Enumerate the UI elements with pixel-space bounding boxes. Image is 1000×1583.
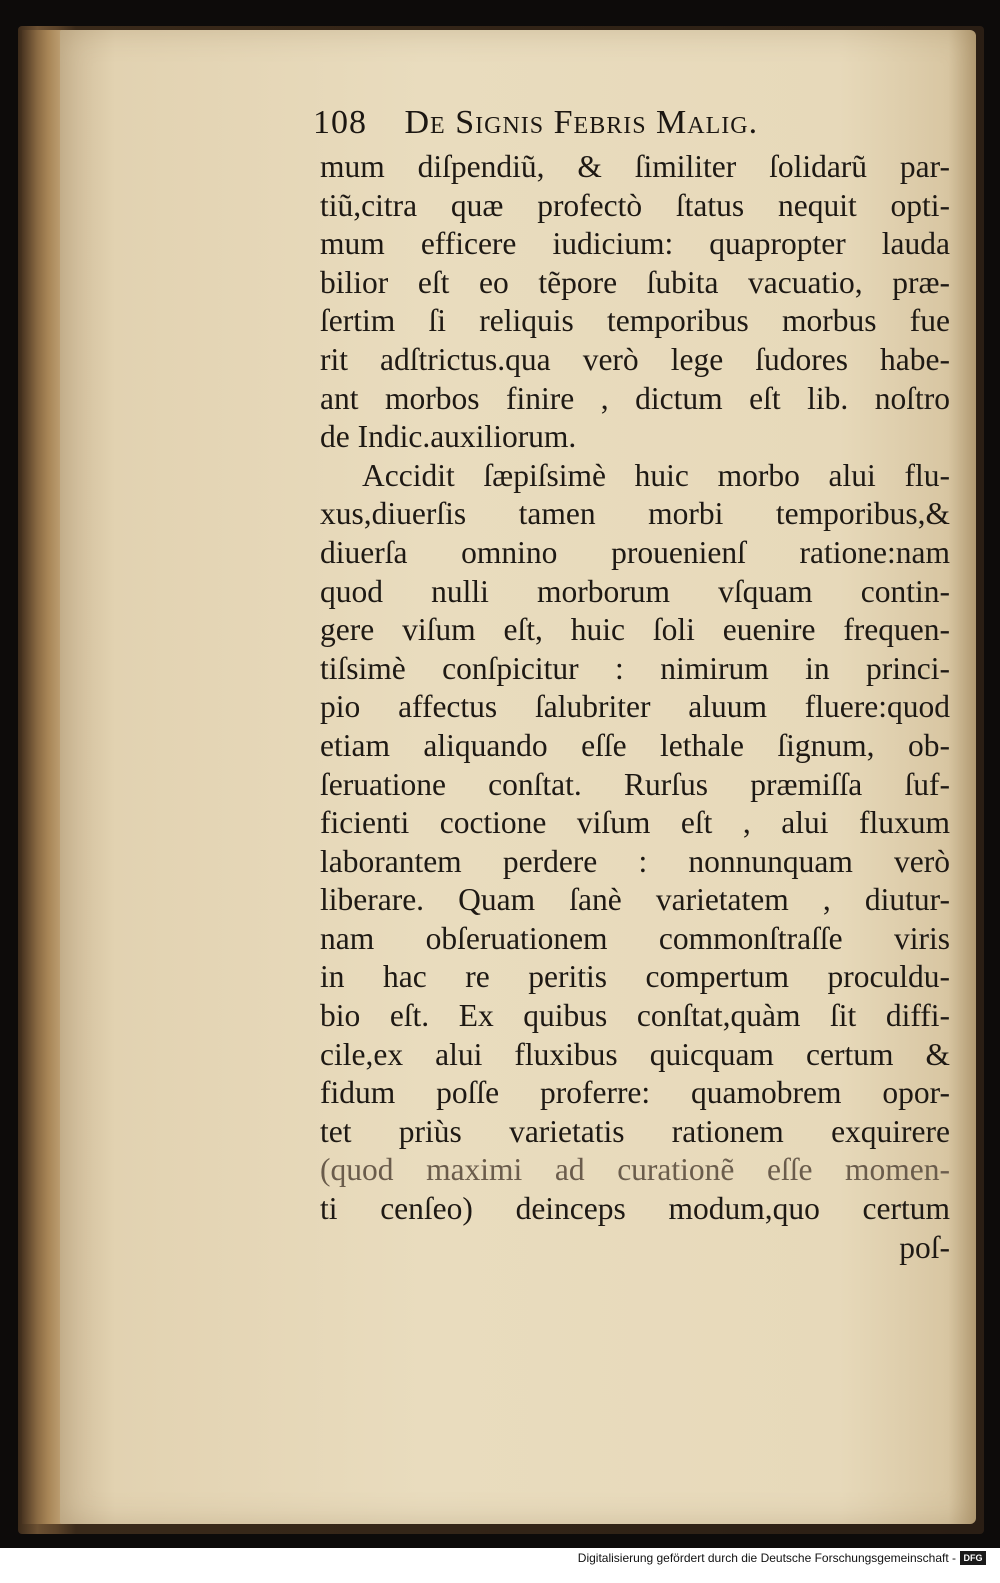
text-line: mum diſpendiũ, & ſimiliter ſolidarũ par- [320,149,950,184]
text-line: cile,ex alui fluxibus quicquam certum & [320,1036,950,1072]
text-line: tet priùs varietatis rationem exquirere [320,1113,950,1149]
text-line: fidum poſſe proferre: quamobrem opor- [320,1075,950,1111]
text-line: gere viſum eſt, huic ſoli euenire frequen- [320,612,950,648]
text-line: Accidit ſæpiſsimè huic morbo alui flu- [362,457,950,493]
text-line: ti cenſeo) deinceps modum,quo certum [320,1191,950,1227]
page-number: 108 [313,104,367,141]
text-line: diuerſa omnino prouenienſ ratione:nam [320,534,950,570]
text-line: liberare. Quam ſanè varietatem , diutur- [320,882,950,918]
text-line: mum efficere iudicium: quapropter lauda [320,226,950,262]
text-line: ant morbos finire , dictum eſt lib. noſtro [320,380,950,416]
text-line: ficienti coctione viſum eſt , alui fluxum [320,805,950,841]
text-line: quod nulli morborum vſquam contin- [320,573,950,609]
text-line: bilior eſt eo tẽpore ſubita vacuatio, præ- [320,264,950,300]
text-line: nam obſeruationem commonſtraſſe viris [320,920,950,956]
text-line: pio affectus ſalubriter aluum fluere:quod [320,689,950,725]
text-line: bio eſt. Ex quibus conſtat,quàm ſit diffi- [320,998,950,1034]
page-header [313,104,873,148]
text-line: rit adſtrictus.qua verò lege ſudores habe- [320,341,950,377]
text-line: (quod maximi ad curationẽ eſſe momen- [320,1152,950,1188]
catchword: poſ- [899,1229,950,1265]
text-line: ſertim ſi reliquis temporibus morbus fue [320,303,950,339]
body-text [320,148,950,1267]
text-line: etiam aliquando eſſe lethale ſignum, ob- [320,727,950,763]
text-line: xus,diuerſis tamen morbi temporibus,& [320,496,950,532]
text-line: de Indic.auxiliorum. [320,419,577,455]
running-title: De Signis Febris Malig. [404,104,759,141]
text-line: laborantem perdere : nonnunquam verò [320,843,950,879]
text-line: tiſsimè conſpicitur : nimirum in princi- [320,650,950,686]
text-line: in hac re peritis compertum proculdu- [320,959,950,995]
text-line: tiũ,citra quæ profectò ſtatus nequit opti- [320,187,950,223]
text-line: ſeruatione conſtat. Rurſus præmiſſa ſuf- [320,766,950,802]
dfg-logo-icon: DFG [960,1551,986,1565]
funding-credit: Digitalisierung gefördert durch die Deutsche Forschungsgemeinschaft - [577,1551,956,1565]
